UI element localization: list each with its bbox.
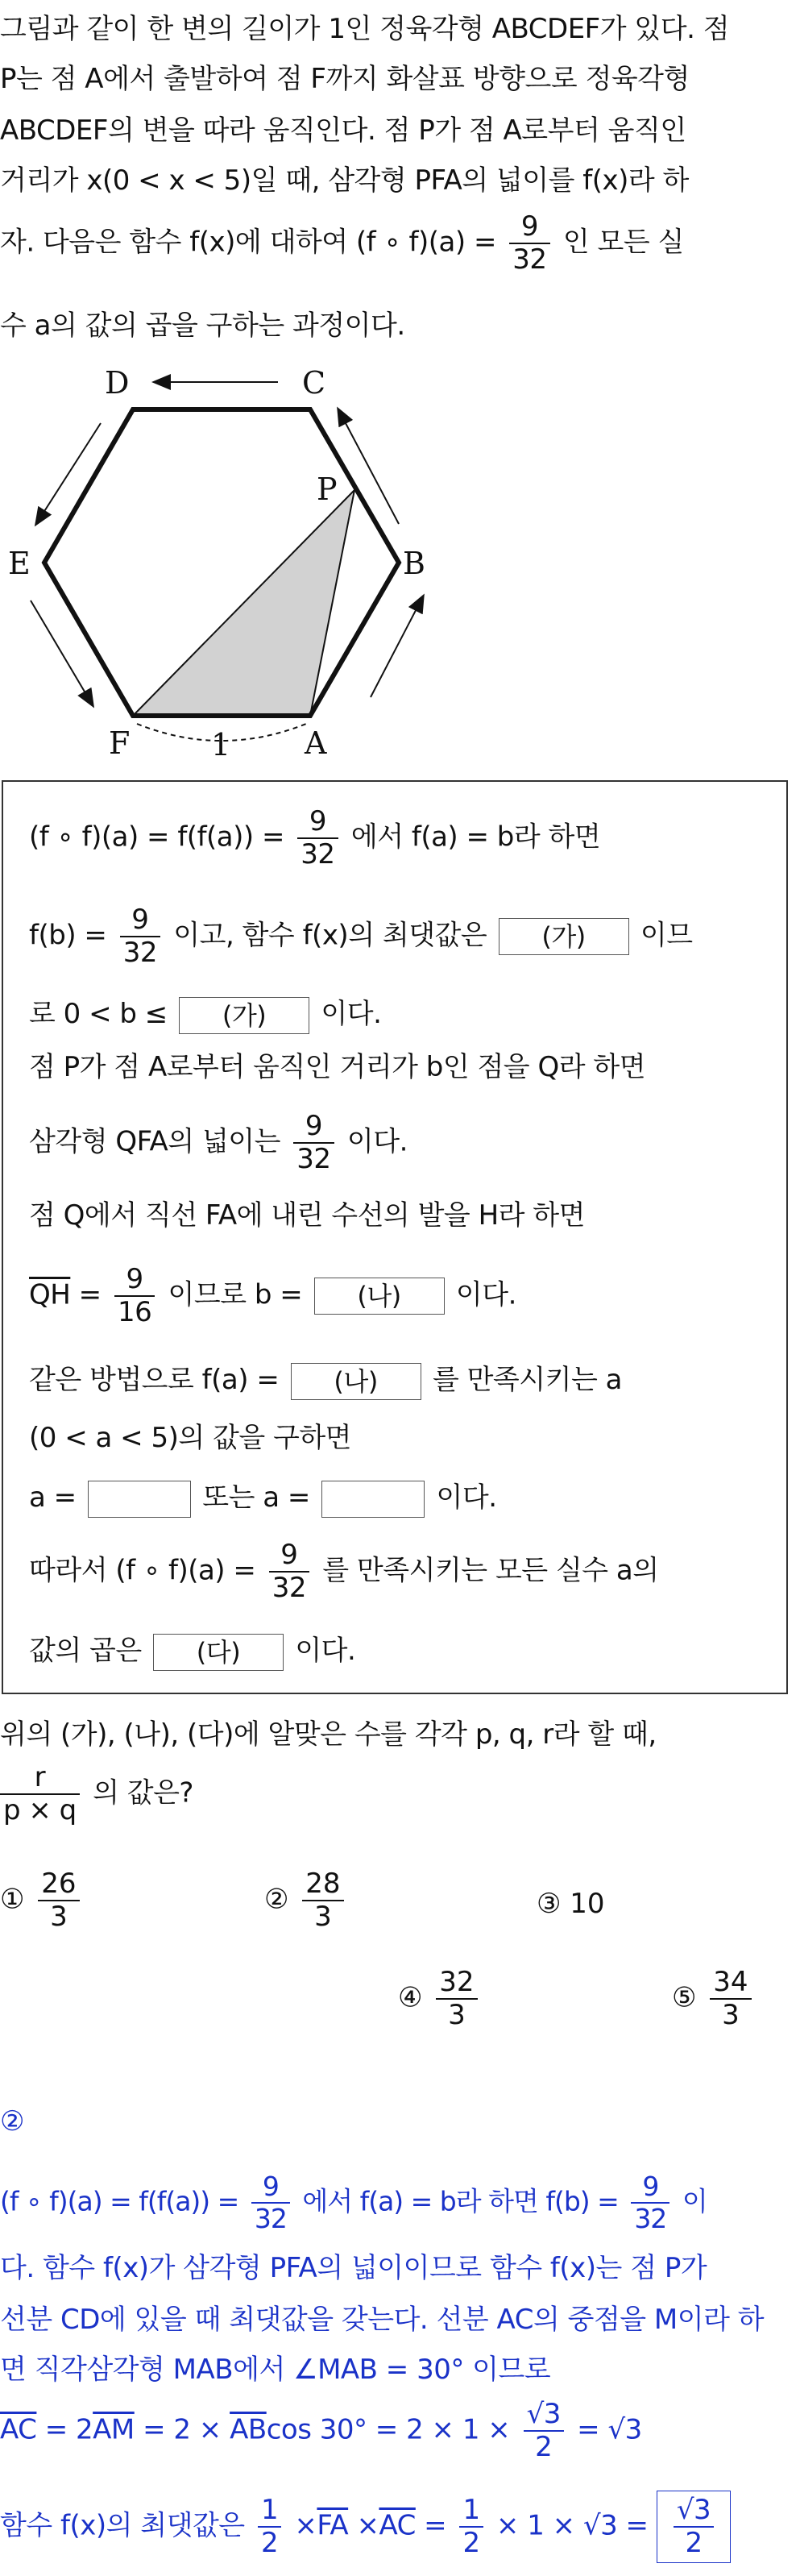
solution-line-6: 함수 f(x)의 최댓값은 $\frac{1}{2}$ $\times\overline{FA} \times\overline{AC}$ = $\frac{1}{2}$ × 1 × √3 = $\frac{√3}{2}$	[0, 2491, 731, 2563]
solution-line-2: 다. 함수 f(x)가 삼각형 PFA의 넓이이므로 함수 f(x)는 점 P가	[0, 2252, 707, 2284]
problem-line-5: 자. 다음은 함수 f(x)에 대하여 (f ∘ f)(a) = $\frac{9}{32}$ 인 모든 실	[0, 210, 684, 276]
solution-line-5: $\overline{AC} = 2\overline{AM} = 2 \times \overline{AB}\cos$ 30° = 2 × 1 × $\frac{√3}{2}$ = √3	[0, 2398, 642, 2464]
option-3[interactable]: ③ 10	[537, 1888, 605, 1920]
question-line-1: 위의 (가), (나), (다)에 알맞은 수를 각각 p, q, r라 할 때,	[0, 1718, 657, 1751]
label-b: B	[403, 546, 425, 581]
blank-ga: (가)	[499, 918, 629, 955]
box-line-8: 같은 방법으로 f(a) = (나) 를 만족시키는 a	[29, 1357, 622, 1400]
answer-max-box: $\frac{√3}{2}$	[657, 2491, 731, 2563]
blank-ga: (가)	[179, 997, 309, 1034]
box-line-9: (0 < a < 5)의 값을 구하면	[29, 1422, 352, 1454]
problem-line-2: P는 점 A에서 출발하여 점 F까지 화살표 방향으로 정육각형	[0, 63, 690, 95]
label-c: C	[302, 365, 326, 401]
problem-line-6: 수 a의 값의 곱을 구하는 과정이다.	[0, 310, 405, 342]
box-line-7: $\overline{QH}$ = $\frac{9}{16}$ 이므로 b = (나) 이다.	[29, 1263, 516, 1329]
box-line-6: 점 Q에서 직선 FA에 내린 수선의 발을 H라 하면	[29, 1199, 585, 1232]
label-a: A	[305, 725, 327, 761]
blank-a2	[321, 1481, 425, 1518]
box-line-4: 점 P가 점 A로부터 움직인 거리가 b인 점을 Q라 하면	[29, 1051, 646, 1083]
problem-line-4: 거리가 x(0 < x < 5)일 때, 삼각형 PFA의 넓이를 f(x)라 하	[0, 164, 689, 197]
fraction-9-32: $\frac{9}{32}$	[509, 211, 549, 276]
blank-na: (나)	[291, 1363, 421, 1400]
label-side-1: 1	[211, 727, 231, 762]
box-line-12: 값의 곱은 (다) 이다.	[29, 1628, 355, 1671]
question-line-2: $\frac{r}{p \times q}$ 의 값은?	[0, 1762, 193, 1826]
solution-line-3: 선분 CD에 있을 때 최댓값을 갖는다. 선분 AC의 중점을 M이라 하	[0, 2304, 765, 2336]
box-line-2: f(b) = $\frac{9}{32}$ 이고, 함수 f(x)의 최댓값은 (가) 이므	[29, 904, 693, 970]
option-4[interactable]: ④ $\frac{32}{3}$	[398, 1967, 483, 2031]
option-1[interactable]: ① $\frac{26}{3}$	[0, 1868, 85, 1933]
solution-line-4: 면 직각삼각형 MAB에서 ∠MAB = 30° 이므로	[0, 2354, 551, 2386]
arrow-d-to-e	[36, 423, 101, 524]
option-5[interactable]: ⑤ $\frac{34}{3}$	[672, 1967, 756, 2031]
box-line-1: (f ∘ f)(a) = f(f(a)) = $\frac{9}{32}$ 에서 f(a) = b라 하면	[29, 805, 601, 871]
option-2[interactable]: ② $\frac{28}{3}$	[264, 1868, 349, 1933]
arrow-e-to-f	[31, 600, 93, 705]
blank-na: (나)	[314, 1278, 445, 1315]
arrow-a-to-b	[371, 596, 423, 697]
problem-line-1: 그림과 같이 한 변의 길이가 1인 정육각형 ABCDEF가 있다. 점	[0, 13, 730, 45]
problem-line-3: ABCDEF의 변을 따라 움직인다. 점 P가 점 A로부터 움직인	[0, 114, 686, 147]
blank-da: (다)	[153, 1634, 284, 1671]
label-d: D	[105, 365, 130, 401]
hexagon-figure	[0, 355, 451, 774]
box-line-3: 로 0 < b ≤ (가) 이다.	[29, 991, 381, 1034]
box-line-5: 삼각형 QFA의 넓이는 $\frac{9}{32}$ 이다.	[29, 1110, 408, 1176]
label-e: E	[8, 546, 31, 581]
solution-answer: ②	[0, 2105, 24, 2138]
label-f: F	[109, 725, 131, 761]
solution-line-1: (f ∘ f)(a) = f(f(a)) = $\frac{9}{32}$ 에서 f(a) = b라 하면 f(b) = $\frac{9}{32}$ 이	[0, 2171, 707, 2234]
triangle-pfa	[133, 490, 354, 716]
box-line-11: 따라서 (f ∘ f)(a) = $\frac{9}{32}$ 를 만족시키는 모든 실수 a의	[29, 1539, 659, 1605]
blank-a1	[88, 1481, 191, 1518]
label-p: P	[317, 472, 338, 507]
box-line-10: a = 또는 a = 이다.	[29, 1475, 497, 1518]
